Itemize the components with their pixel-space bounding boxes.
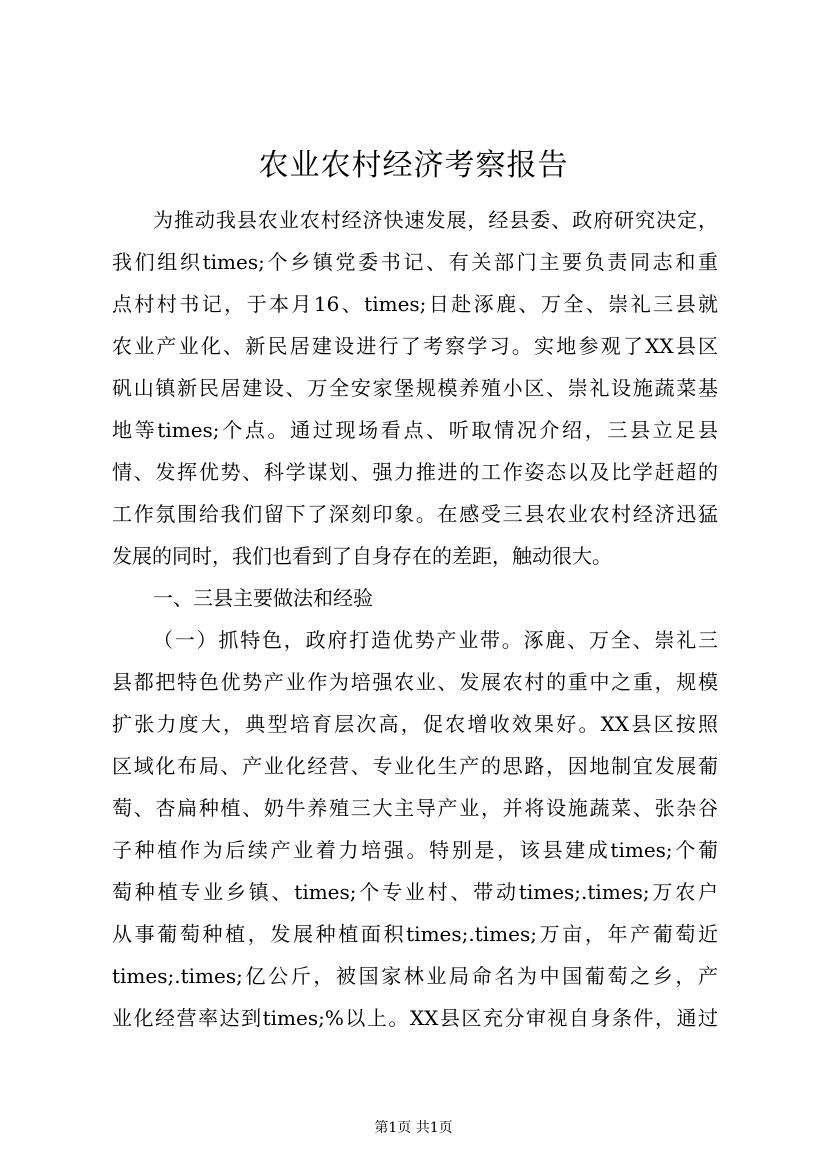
body-line: 区域化布局、产业化经营、专业化生产的思路，因地制宜发展葡 [112, 754, 718, 778]
body-line: 县都把特色优势产业作为培强农业、发展农村的重中之重，规模 [112, 670, 718, 694]
body-line: 地等times;个点。通过现场看点、听取情况介绍，三县立足县 [112, 418, 718, 442]
body-line: 业化经营率达到times;%以上。XX县区充分审视自身条件，通过 [112, 1006, 718, 1030]
body-line: （一）抓特色，政府打造优势产业带。涿鹿、万全、崇礼三 [153, 628, 718, 652]
body-line: times;.times;亿公斤，被国家林业局命名为中国葡萄之乡，产 [112, 964, 718, 988]
body-line: 萄种植专业乡镇、times;个专业村、带动times;.times;万农户 [112, 880, 718, 904]
body-line: 扩张力度大，典型培育层次高，促农增收效果好。XX县区按照 [112, 712, 718, 736]
body-line: 发展的同时，我们也看到了自身存在的差距，触动很大。 [112, 544, 612, 568]
document-title: 农业农村经济考察报告 [258, 148, 569, 183]
body-line: 为推动我县农业农村经济快速发展，经县委、政府研究决定， [153, 208, 718, 232]
body-line: 点村村书记，于本月16、times;日赴涿鹿、万全、崇礼三县就 [112, 292, 718, 316]
document-body [112, 199, 718, 1039]
body-line: 农业产业化、新民居建设进行了考察学习。实地参观了XX县区 [112, 334, 718, 358]
body-line: 我们组织times;个乡镇党委书记、有关部门主要负责同志和重 [112, 250, 718, 274]
body-line: 情、发挥优势、科学谋划、强力推进的工作姿态以及比学赶超的 [112, 460, 718, 484]
body-line: 从事葡萄种植，发展种植面积times;.times;万亩，年产葡萄近 [112, 922, 718, 946]
body-line: 矾山镇新民居建设、万全安家堡规模养殖小区、崇礼设施蔬菜基 [112, 376, 718, 400]
section-heading: 一、三县主要做法和经验 [153, 586, 373, 610]
body-line: 子种植作为后续产业着力培强。特别是，该县建成times;个葡 [112, 838, 718, 862]
body-line: 工作氛围给我们留下了深刻印象。在感受三县农业农村经济迅猛 [112, 502, 718, 526]
body-line: 萄、杏扁种植、奶牛养殖三大主导产业，并将设施蔬菜、张杂谷 [112, 796, 718, 820]
page-number-footer: 第1页 共1页 [374, 1120, 453, 1136]
